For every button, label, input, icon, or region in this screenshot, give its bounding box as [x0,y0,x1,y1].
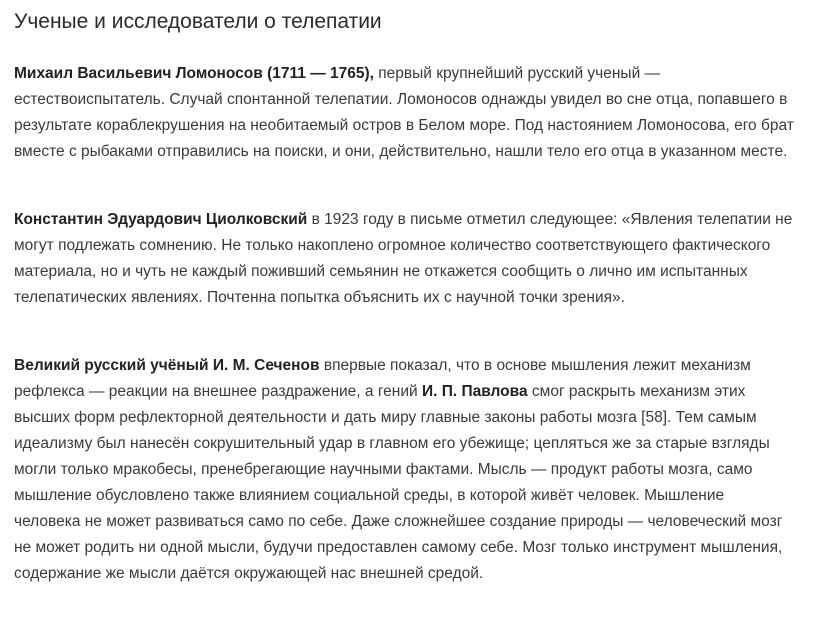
paragraph-text: смог раскрыть механизм этих высших форм рефлекторной деятельности и дать миру главные законы работы мозга [58]. Тем самым идеализму был нанесён сокрушительный удар в главном его убежище; цепляться же за старые взгляды могли только мракобесы, пренебрегающие научными фактами. Мысль — продукт работы мозга, само мышление обусловлено также влиянием социальной среды, в которой живёт человек. Мышление человека не может развиваться само по себе. Даже сложнейшее создание природы — человеческий мозг не может родить ни одной мысли, будучи предоставлен самому себе. Мозг только инструмент мышления, содержание же мысли даётся окружающей нас внешней средой. [14,383,783,582]
paragraph-tsiolkovsky [14,207,794,311]
person-name-lomonosov: Михаил Васильевич Ломоносов (1711 — 1765), [14,65,374,82]
paragraph-text: первый крупнейший русский ученый — естествоиспытатель. Случай спонтанной телепатии. Ломоносов однажды увидел во сне отца, попавшего в результате кораблекрушения на необитаемый остров в Белом море. Под настоянием Ломоносова, его брат вместе с рыбаками отправились на поиски, и они, действительно, нашли тело его отца в указанном месте. [14,65,794,160]
paragraph-text: в 1923 году в письме отметил следующее: «Явления телепатии не могут подлежать сомнению. Не только накоплено огромное количество соответствующего фактического материала, но и чуть не каждый поживший семьянин не откажется сообщить о лично им испытанных телепатических явлениях. Почтенна попытка объяснить их с научной точки зрения». [14,211,793,306]
article-title: Ученые и исследователи о телепатии [14,10,382,33]
person-name-sechenov: Великий русский учёный И. М. Сеченов [14,357,320,374]
paragraph-lomonosov [14,61,794,165]
person-name-tsiolkovsky: Константин Эдуардович Циолковский [14,211,308,228]
paragraph-sechenov [14,353,794,587]
paragraph-text: впервые показал, что в основе мышления лежит механизм рефлекса — реакции на внешнее раздражение, а гений [14,357,751,400]
person-name-pavlov: И. П. Павлова [421,383,528,400]
